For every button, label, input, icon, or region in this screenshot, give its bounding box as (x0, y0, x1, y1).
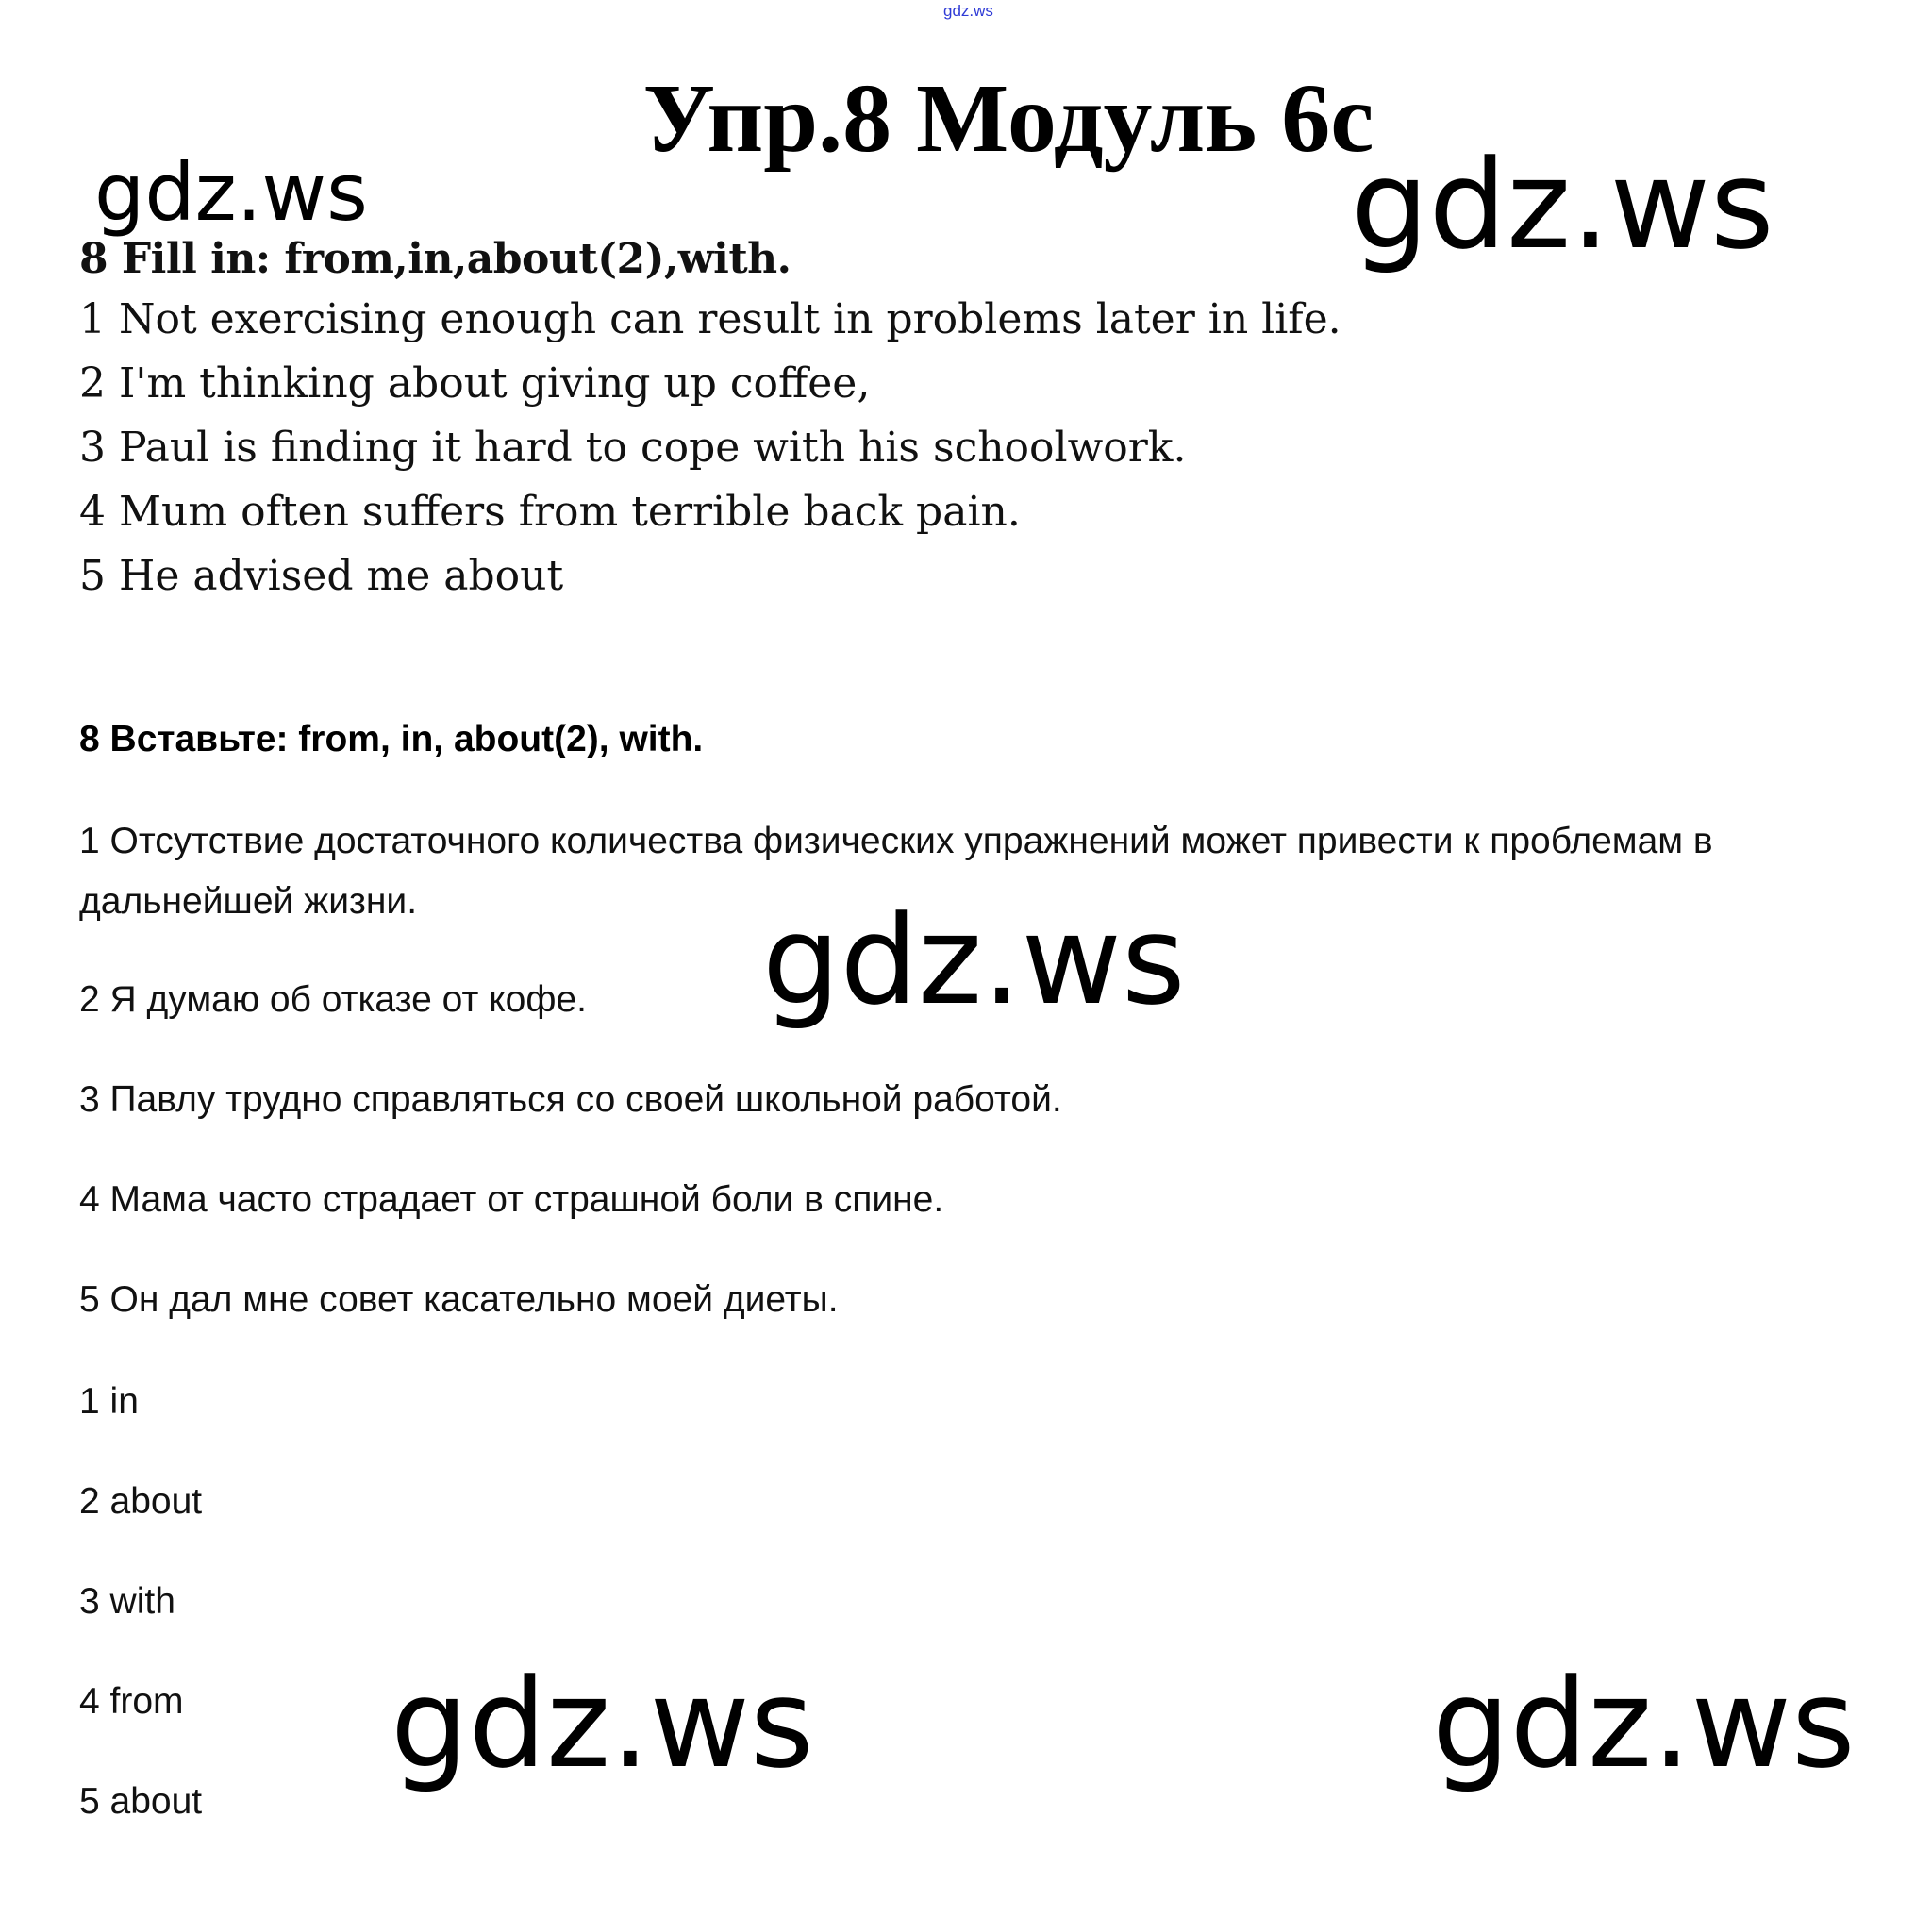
english-sentence: 2 I'm thinking about giving up coffee, (79, 359, 871, 408)
russian-sentence: 3 Павлу трудно справляться со своей школьной работой. (79, 1079, 1062, 1120)
watermark: gdz.ws (762, 889, 1186, 1032)
russian-sentence: 4 Мама часто страдает от страшной боли в спине. (79, 1179, 944, 1220)
russian-sentence: 2 Я думаю об отказе от кофе. (79, 979, 587, 1020)
english-sentence: 3 Paul is finding it hard to cope with his schoolwork. (79, 424, 1187, 472)
english-exercise (79, 231, 1341, 608)
answer-item: 5 about (79, 1781, 203, 1822)
english-sentence: 1 Not exercising enough can result in problems later in life. (79, 295, 1341, 343)
russian-sentence: 5 Он дал мне совет касательно моей диеты. (79, 1279, 839, 1320)
answer-item: 4 from (79, 1681, 184, 1722)
watermark: gdz.ws (94, 146, 368, 239)
top-site-link[interactable]: gdz.ws (943, 2, 993, 20)
answer-item: 3 with (79, 1581, 175, 1622)
answer-item: 1 in (79, 1381, 139, 1422)
english-sentence: 5 He advised me about (79, 552, 564, 600)
russian-sentence: 1 Отсутствие достаточного количества физических упражнений может привести к проблемам в дальнейшей жизни. (79, 821, 1713, 922)
watermark: gdz.ws (1432, 1652, 1856, 1795)
page-title: Упр.8 Модуль 6с (642, 64, 1374, 173)
watermark: gdz.ws (1351, 133, 1774, 276)
answer-item: 2 about (79, 1481, 203, 1522)
english-heading: 8 Fill in: from,in,about(2),with. (79, 235, 791, 283)
russian-heading: 8 Вставьте: from, in, about(2), with. (79, 719, 704, 759)
english-sentence: 4 Mum often suffers from terrible back pain. (79, 488, 1021, 536)
watermark: gdz.ws (391, 1652, 814, 1795)
